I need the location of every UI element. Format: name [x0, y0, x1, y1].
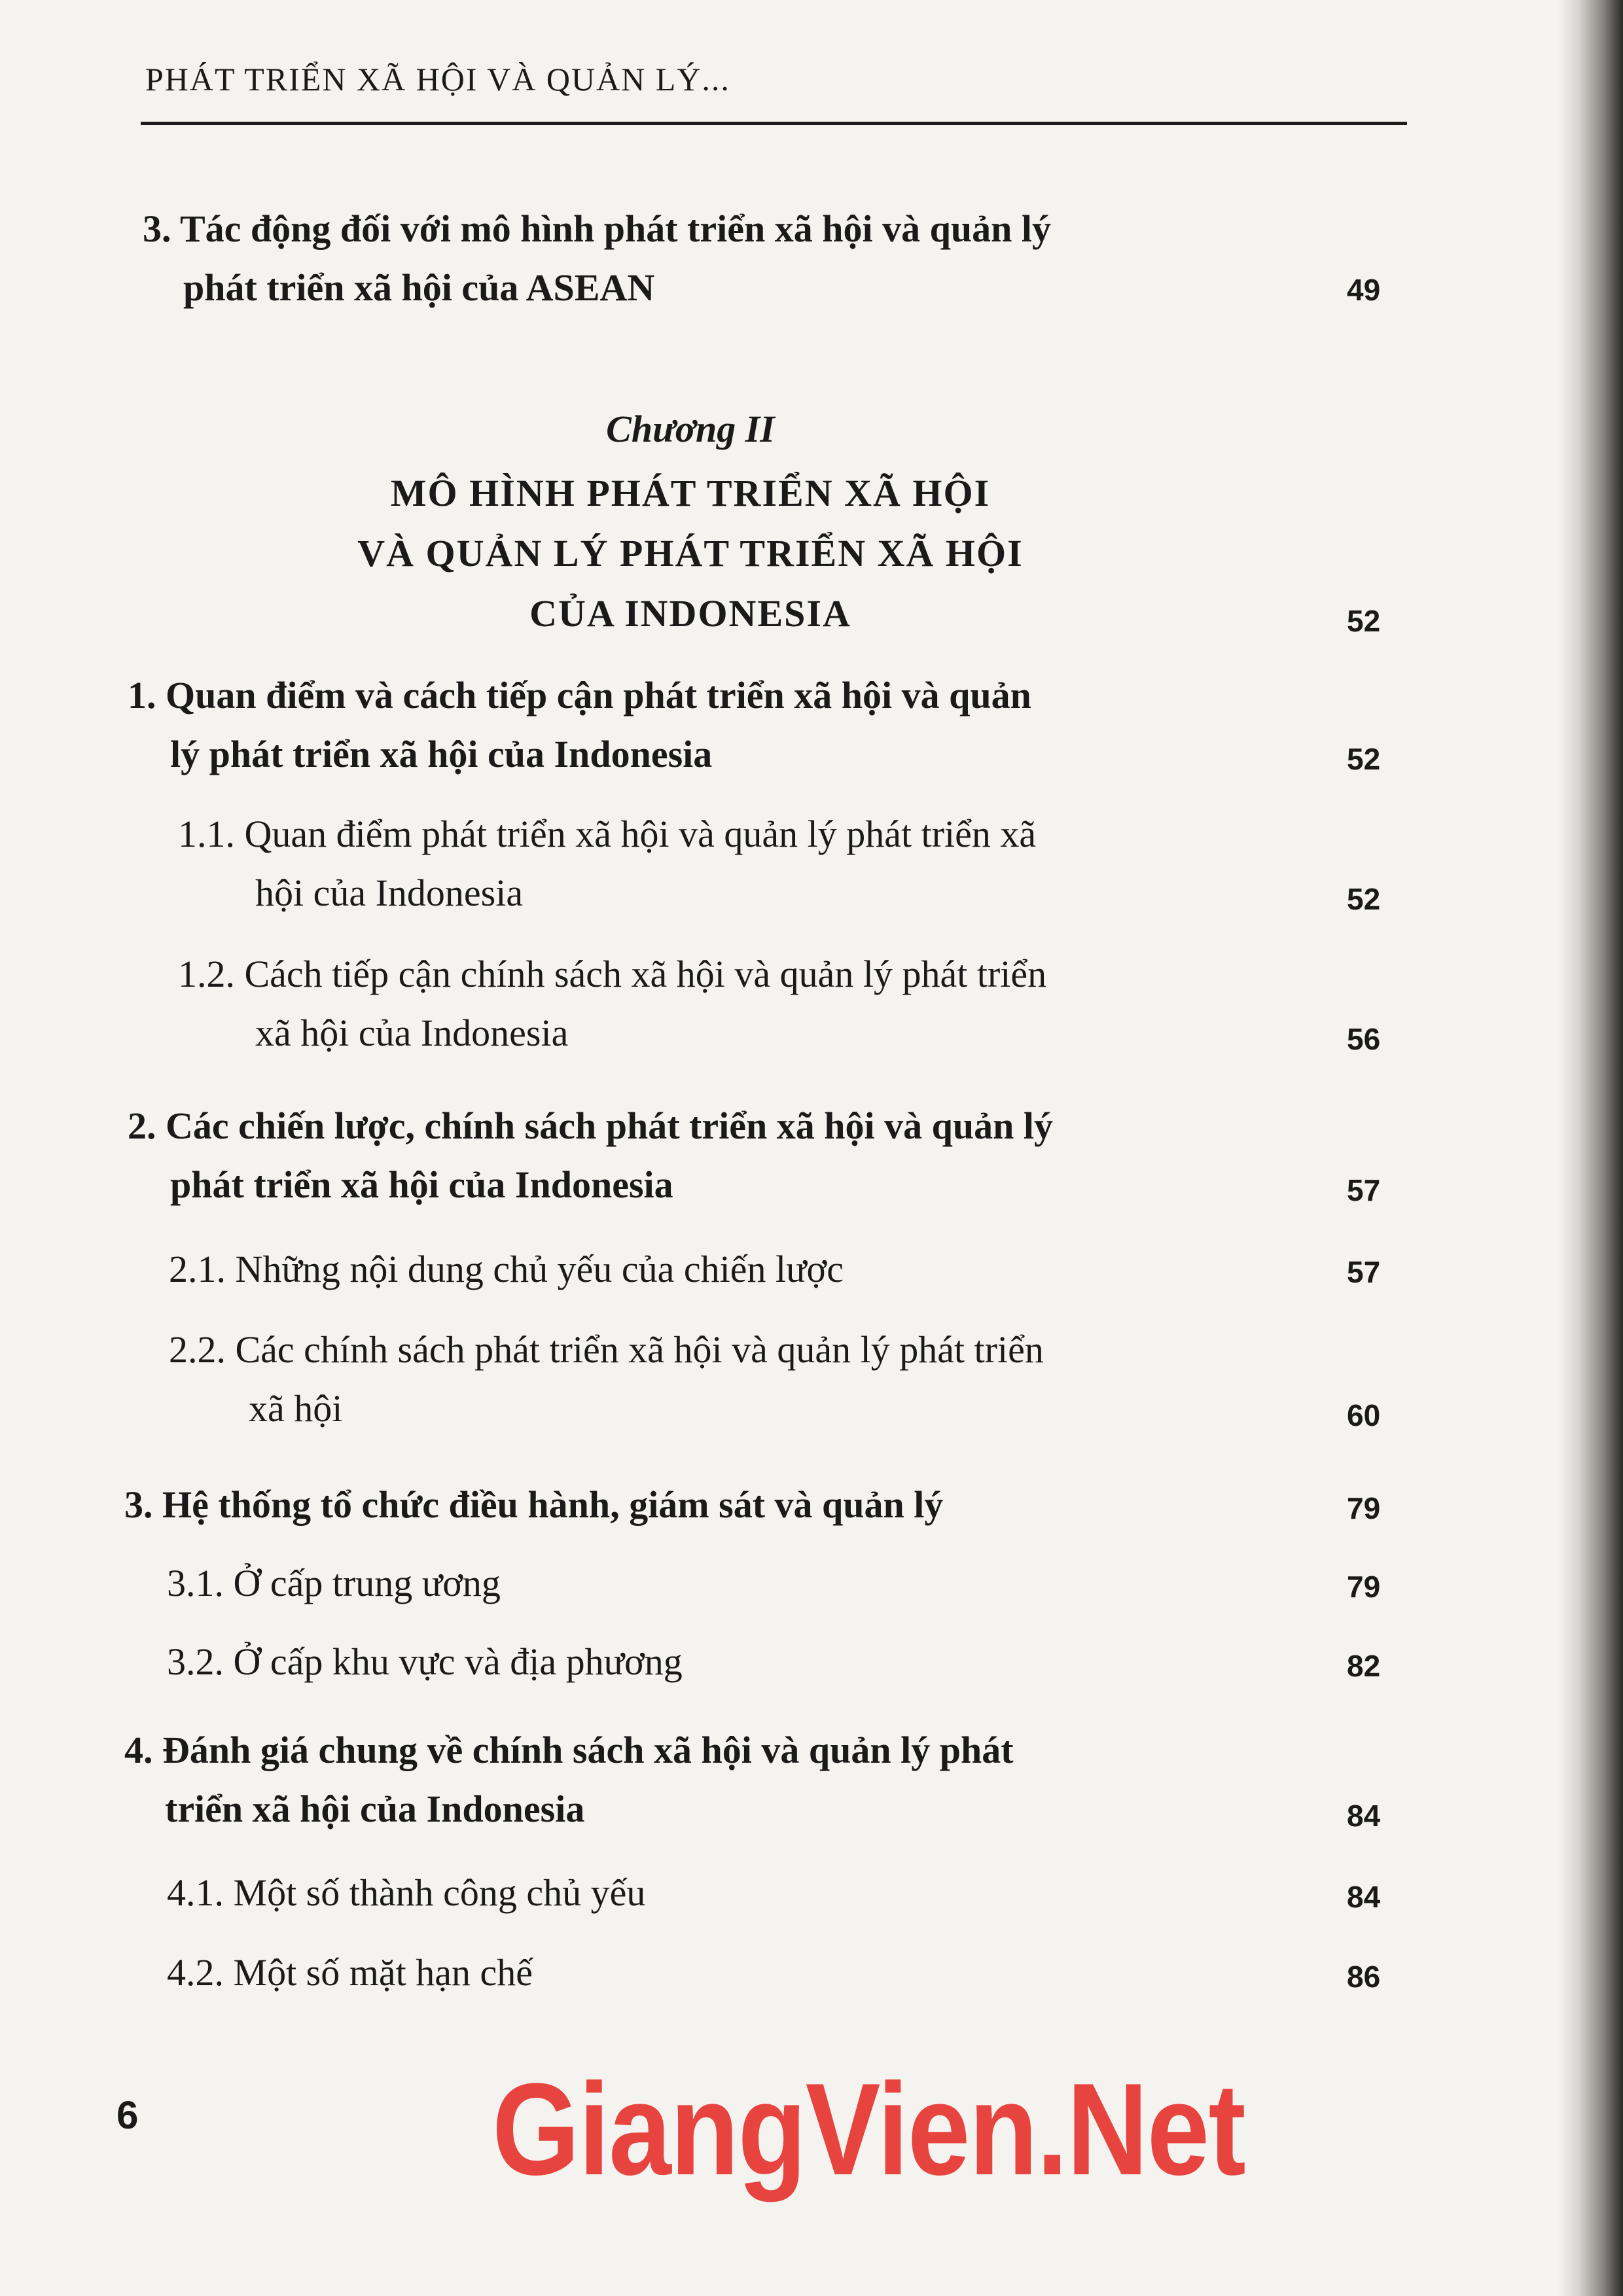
toc-entry-line: 4.1. Một số thành công chủ yếu: [167, 1871, 646, 1914]
toc-page-number: 79: [1347, 1570, 1381, 1604]
toc-entry-line: 1.2. Cách tiếp cận chính sách xã hội và quản lý phát triển: [178, 953, 1047, 995]
toc-page-number: 56: [1347, 1022, 1381, 1056]
watermark: GiangVien.Net: [492, 2057, 1245, 2202]
toc-subentry: [178, 805, 1036, 923]
chapter-title-line: VÀ QUẢN LÝ PHÁT TRIỂN XÃ HỘI: [357, 532, 1024, 574]
header-rule: [141, 122, 1407, 125]
toc-subentry: [178, 945, 1046, 1063]
toc-entry: [128, 1097, 1053, 1214]
toc-entry-line: triển xã hội của Indonesia: [165, 1788, 585, 1830]
toc-page-number: 57: [1347, 1255, 1381, 1289]
toc-entry-line: hội của Indonesia: [255, 872, 524, 914]
toc-subentry: [167, 1863, 645, 1922]
toc-subentry: [167, 1943, 533, 2002]
toc-page-number: 79: [1347, 1491, 1381, 1525]
toc-entry-line: 4.2. Một số mặt hạn chế: [167, 1951, 533, 1994]
toc-entry: [124, 1475, 943, 1534]
chapter-page-number: 52: [1347, 604, 1381, 638]
toc-entry-line: 2. Các chiến lược, chính sách phát triển xã hội và quản lý: [128, 1104, 1053, 1147]
running-header: PHÁT TRIỂN XÃ HỘI VÀ QUẢN LÝ...: [145, 61, 730, 97]
toc-page-number: 49: [1347, 273, 1381, 307]
toc-entry: [143, 200, 1051, 317]
toc-entry-line: phát triển xã hội của Indonesia: [170, 1163, 673, 1206]
toc-entry-line: 3. Hệ thống tổ chức điều hành, giám sát và quản lý: [124, 1483, 944, 1526]
toc-page-number: 82: [1347, 1649, 1381, 1683]
chapter-title-line: CỦA INDONESIA: [529, 592, 851, 635]
toc-entry-line: phát triển xã hội của ASEAN: [183, 266, 655, 309]
toc-page-number: 52: [1347, 882, 1381, 916]
page-shadow: [1558, 0, 1577, 2296]
toc-page-number: 86: [1347, 1960, 1381, 1994]
toc-entry-line: 2.1. Những nội dung chủ yếu của chiến lược: [169, 1248, 844, 1290]
toc-entry: [124, 1721, 1014, 1839]
toc-entry-line: xã hội: [249, 1387, 343, 1430]
page-number: 6: [116, 2093, 139, 2137]
toc-subentry: [169, 1240, 844, 1299]
toc-page-number: 84: [1347, 1799, 1381, 1833]
toc-entry-line: 4. Đánh giá chung về chính sách xã hội và quản lý phát: [124, 1729, 1014, 1771]
toc-entry-line: 3. Tác động đối với mô hình phát triển xã hội và quản lý: [143, 207, 1051, 250]
toc-entry-line: 3.2. Ở cấp khu vực và địa phương: [167, 1640, 683, 1683]
chapter-title-line: MÔ HÌNH PHÁT TRIỂN XÃ HỘI: [390, 472, 991, 514]
toc-entry-line: 2.2. Các chính sách phát triển xã hội và quản lý phát triển: [169, 1328, 1044, 1371]
toc-entry: [128, 666, 1031, 784]
toc-page-number: 60: [1347, 1398, 1381, 1432]
toc-page-number: 84: [1347, 1880, 1381, 1914]
toc-entry-line: 1.1. Quan điểm phát triển xã hội và quản lý phát triển xã: [178, 813, 1037, 855]
toc-page-number: 57: [1347, 1173, 1381, 1207]
toc-page-number: 52: [1347, 742, 1381, 776]
toc-entry-line: 1. Quan điểm và cách tiếp cận phát triển xã hội và quản: [128, 674, 1031, 716]
toc-subentry: [167, 1633, 683, 1691]
page-edge: [1577, 0, 1623, 2296]
toc-entry-line: 3.1. Ở cấp trung ương: [167, 1562, 501, 1604]
toc-subentry: [167, 1554, 501, 1613]
toc-entry-line: lý phát triển xã hội của Indonesia: [170, 733, 713, 775]
toc-subentry: [169, 1320, 1044, 1438]
toc-entry-line: xã hội của Indonesia: [255, 1012, 569, 1054]
chapter-label: Chương II: [606, 408, 775, 450]
